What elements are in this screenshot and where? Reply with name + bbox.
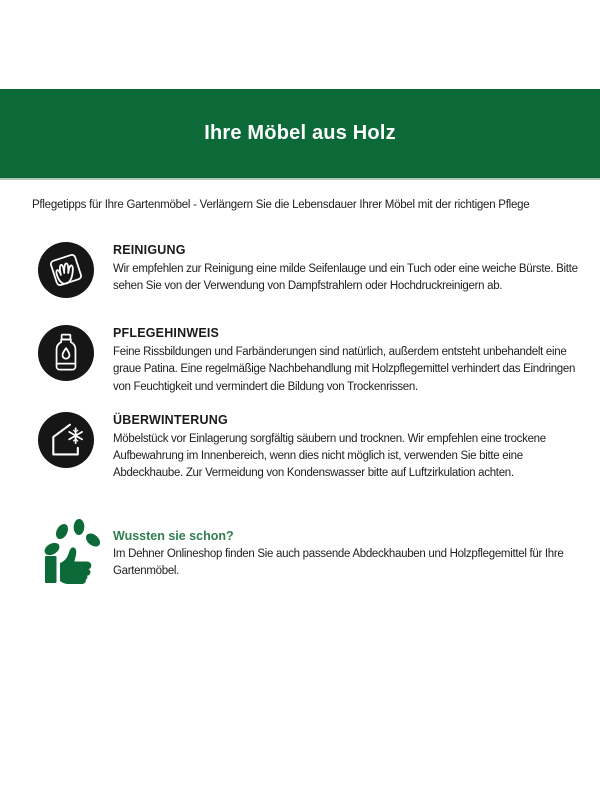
- section-body: Wir empfehlen zur Reinigung eine milde Seifenlauge und ein Tuch oder eine weiche Bürste. Bitte sehen Sie von der Verwendung von Dampfstrahlern oder Hochdruckreinigern ab.: [113, 263, 578, 293]
- section-text-reinigung: [113, 242, 589, 296]
- care-sections: [0, 242, 600, 483]
- section-text-ueberwinterung: [113, 412, 589, 483]
- thumbs-up-leaves-icon: [38, 515, 102, 585]
- intro-text: Pflegetipps für Ihre Gartenmöbel - Verlängern Sie die Lebensdauer Ihrer Möbel mit der richtigen Pflege: [32, 199, 530, 211]
- winter-house-snowflake-icon: [38, 412, 94, 468]
- section-title: PFLEGEHINWEIS: [113, 326, 220, 340]
- section-title: ÜBERWINTERUNG: [113, 412, 228, 427]
- section-pflegehinweis: [38, 325, 600, 396]
- page-title: Ihre Möbel aus Holz: [204, 122, 396, 144]
- section-ueberwinterung: [38, 412, 600, 483]
- tip-title: Wussten sie schon?: [113, 528, 234, 543]
- care-info-page: [0, 89, 600, 585]
- section-title: REINIGUNG: [113, 243, 186, 257]
- tip-body: Im Dehner Onlineshop finden Sie auch passende Abdeckhauben und Holzpflegemittel für Ihre Gartenmöbel.: [113, 547, 564, 577]
- tip-text: [113, 515, 589, 581]
- section-text-pflegehinweis: [113, 325, 589, 396]
- tip-section: [0, 515, 600, 585]
- section-body: Möbelstück vor Einlagerung sorgfältig säubern und trocknen. Wir empfehlen eine trockene Aufbewahrung im Innenbereich, wenn dies nicht möglich ist, verwenden Sie bitte eine Abdeckhaube. Zur Vermeidung von Kondenswasser bitte auf Luftzirkulation achten.: [113, 432, 546, 480]
- wiping-hand-icon: [38, 242, 94, 298]
- section-reinigung: [38, 242, 600, 298]
- care-bottle-icon: [38, 325, 94, 381]
- section-body: Feine Rissbildungen und Farbänderungen sind natürlich, außerdem entsteht unbehandelt eine graue Patina. Eine regelmäßige Nachbehandlung mit Holzpflegemittel verhindert das Eindringen von Feuchtigkeit und vermindert die Bildung von Trockenrissen.: [113, 346, 576, 393]
- header-band: [0, 89, 600, 180]
